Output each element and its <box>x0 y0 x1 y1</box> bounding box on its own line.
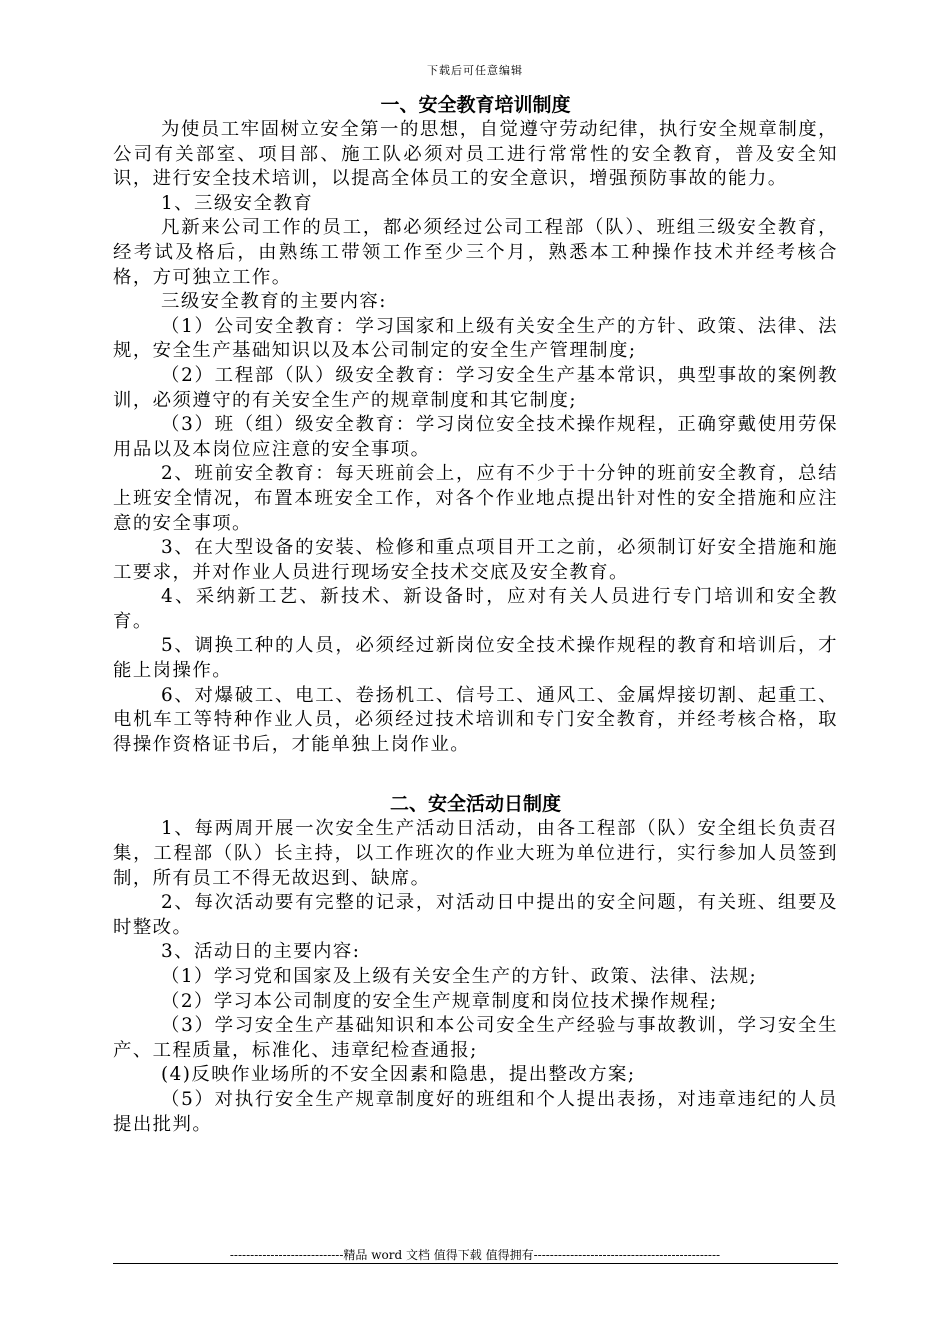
section-2-paragraph: (4)反映作业场所的不安全因素和隐患，提出整改方案; <box>161 1064 636 1086</box>
section-2-paragraph: （3）学习安全生产基础知识和本公司安全生产经验与事故教训，学习安全生产、工程质量，标准化、违章纪检查通报; <box>113 1015 838 1061</box>
section-1-paragraph: 5、调换工种的人员，必须经过新岗位安全技术操作规程的教育和培训后，才能上岗操作。 <box>113 635 838 682</box>
section-gap <box>113 781 838 791</box>
footer-rule <box>113 1263 838 1264</box>
section-1-paragraph: （1）公司安全教育：学习国家和上级有关安全生产的方针、政策、法律、法规，安全生产基础知识以及本公司制定的安全生产管理制度; <box>113 315 838 362</box>
section-1-title: 一、安全教育培训制度 <box>380 94 571 116</box>
section-1-paragraph: 为使员工牢固树立安全第一的思想，自觉遵守劳动纪律，执行安全规章制度，公司有关部室、项目部、施工队必须对员工进行常常性的安全教育，普及安全知识，进行安全技术培训，以提高全体员工的安全意识，增强预防事故的能力。 <box>113 119 838 190</box>
section-1-paragraph: 三级安全教育的主要内容: <box>161 291 387 313</box>
section-2-paragraph: 3、活动日的主要内容: <box>161 941 361 963</box>
section-1-paragraph: 2、班前安全教育：每天班前会上，应有不少于十分钟的班前安全教育，总结上班安全情况，布置本班安全工作，对各个作业地点提出针对性的安全措施和应注意的安全事项。 <box>113 463 838 534</box>
section-1-paragraph: （3）班（组）级安全教育：学习岗位安全技术操作规程，正确穿戴使用劳保用品以及本岗位应注意的安全事项。 <box>113 414 838 460</box>
section-2-paragraph: 2、每次活动要有完整的记录，对活动日中提出的安全问题，有关班、组要及时整改。 <box>113 892 838 938</box>
section-2-paragraph: 1、每两周开展一次安全生产活动日活动，由各工程部（队）安全组长负责召集，工程部（队）长主持，以工作班次的作业大班为单位进行，实行参加人员签到制，所有员工不得无故迟到、缺席。 <box>113 818 838 889</box>
section-2-paragraph: （5）对执行安全生产规章制度好的班组和个人提出表扬，对违章违纪的人员提出批判。 <box>113 1088 838 1135</box>
section-1-paragraph: 凡新来公司工作的员工，都必须经过公司工程部（队）、班组三级安全教育，经考试及格后，由熟练工带领工作至少三个月，熟悉本工种操作技术并经考核合格，方可独立工作。 <box>113 217 838 288</box>
section-1-paragraph: （2）工程部（队）级安全教育：学习安全生产基本常识，典型事故的案例教训，必须遵守的有关安全生产的规章制度和其它制度; <box>113 364 838 411</box>
section-1-paragraph: 3、在大型设备的安装、检修和重点项目开工之前，必须制订好安全措施和施工要求，并对作业人员进行现场安全技术交底及安全教育。 <box>113 537 838 583</box>
section-2-title: 二、安全活动日制度 <box>389 793 561 816</box>
section-2-paragraph: （1）学习党和国家及上级有关安全生产的方针、政策、法律、法规; <box>161 966 758 987</box>
page-header: 下载后可任意编辑 <box>427 64 523 77</box>
section-1-paragraph: 1、三级安全教育 <box>161 192 314 214</box>
document-body <box>113 92 838 1137</box>
section-1-paragraph: 6、对爆破工、电工、卷扬机工、信号工、通风工、金属焊接切割、起重工、电机车工等特种作业人员，必须经过技术培训和专门安全教育，并经考核合格，取得操作资格证书后，才能单独上岗作业。 <box>113 684 838 755</box>
page-footer: ----------------------------精品 word 文档 值得下载 值得拥有---------------------------------------------- <box>229 1248 721 1262</box>
section-2-paragraph: （2）学习本公司制度的安全生产规章制度和岗位技术操作规程; <box>161 990 718 1012</box>
section-1-paragraph: 4、采纳新工艺、新技术、新设备时，应对有关人员进行专门培训和安全教育。 <box>113 586 838 632</box>
section-gap <box>113 757 838 781</box>
